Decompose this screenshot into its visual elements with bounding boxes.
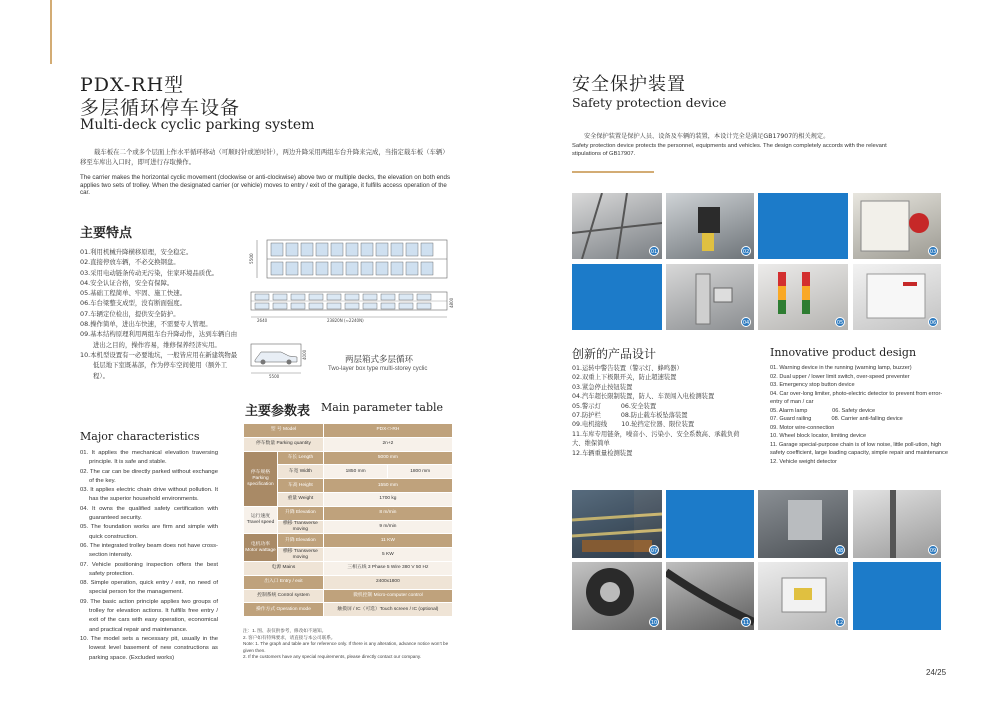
list-item: 11.车库专用链条，噪音小、污染小、安全系数高、承载负荷大、维保简单 <box>572 430 740 448</box>
safety-intro-cn: 安全保护装置是保护人员、设备及车辆的装置，本设计完全是满足GB17907的相关规定。 <box>584 133 830 140</box>
photo-guard-railing <box>572 490 662 558</box>
table-cell: 停车规格 Parking specification <box>244 451 278 506</box>
list-item: 02. Dual upper / lower limit switch, over-speed preventer <box>770 373 910 380</box>
photo-emergency-stop <box>853 193 941 259</box>
page-number: 24/25 <box>926 668 947 677</box>
table-row <box>244 451 453 465</box>
list-item: 07.车辆定位检出，提供安全防护。 <box>80 309 180 318</box>
innovation-heading-cn: 创新的产品设计 <box>572 347 657 361</box>
list-item: 02. The car can be directly parked without exchange of the key. <box>80 468 218 484</box>
param-table-heading-en: Main parameter table <box>321 401 444 414</box>
table-cell: 5 KW <box>323 548 452 562</box>
note-line: Note: 1. The graph and table are for reference only. If there is any alteration, advance notice won’t be given then. <box>243 641 449 653</box>
list-item: 01.利用机械升降横移原理，安全稳定。 <box>80 248 193 256</box>
photo-safety-device <box>853 264 941 330</box>
table-cell: 车宽 Width <box>277 465 323 479</box>
dim-label: 5500 <box>249 253 254 264</box>
elevation-diagram-top <box>247 236 457 284</box>
table-row <box>244 506 453 520</box>
list-item: 08.操作简单，进出车快速，不需要专人管理。 <box>80 320 212 329</box>
list-item: 09.基本结构原理利用两组车台升降动作，达到车辆自由进出之目的，操作容易，维修保养经济实用。 <box>80 330 238 349</box>
table-cell: 停车数量 Parking quantity <box>244 437 324 451</box>
dim-label: 4800 <box>449 297 454 308</box>
table-row <box>244 603 453 617</box>
features-cn-heading: 主要特点 <box>80 226 133 241</box>
table-cell: 2400x1800 <box>323 575 452 589</box>
innovation-list-en <box>770 364 948 466</box>
list-item: 04. It owns the qualified safety certification with guaranteed security. <box>80 505 218 522</box>
major-characteristics-heading: Major characteristics <box>80 430 200 443</box>
blue-block <box>853 562 941 630</box>
photo-number: 11 <box>741 617 751 627</box>
table-cell: 运行速度 Travel speed <box>244 506 278 534</box>
list-item: 02.直接停放车辆，不必交换钢盘。 <box>80 258 180 267</box>
table-cell: 11 KW <box>323 534 452 548</box>
photo-chain <box>666 562 754 630</box>
dim-label: 23820N (≈2240N) <box>327 318 364 323</box>
side-view-diagram <box>247 340 309 380</box>
dim-label: 4000 <box>302 349 307 360</box>
table-cell: 出入口 Entry / exit <box>244 575 324 589</box>
major-characteristics-list <box>80 449 218 663</box>
blue-block <box>758 193 848 259</box>
table-cell: 8 m/min <box>323 506 452 520</box>
table-cell: 横移 Transverse moving <box>277 548 323 562</box>
title-en: Multi-deck cyclic parking system <box>80 117 315 133</box>
list-item: 02.双重上下极限开关，防止超速装置 <box>572 374 677 382</box>
table-cell: 车长 Length <box>277 451 323 465</box>
note-line: 2. If the customers have any special requirements, please directly contact our company. <box>243 654 422 659</box>
intro-en: The carrier makes the horizontal cyclic movement (clockwise or anti-clockwise) above two or multiple decks, the elevation on both ends applies two sets of trolley. When the designated carrier (or vehicle) moves to entry / exit of the garage, it fulfills access operation of the car. <box>80 174 451 197</box>
photo-limit-switch <box>666 193 754 259</box>
photo-number: 09 <box>928 545 938 555</box>
list-item: 12. Vehicle weight detector <box>770 458 837 465</box>
table-row <box>244 589 453 603</box>
table-cell: 升降 Elevation <box>277 534 323 548</box>
list-item: 05. Alarm lamp 06. Safety device <box>770 407 876 414</box>
list-item: 11. Garage special-purpose chain is of low noise, little poll-ution, high safety coefficient, large loading capacity, simple repair and maintenance <box>770 441 948 456</box>
safety-title-en: Safety protection device <box>572 95 727 110</box>
list-item: 07. Vehicle positioning inspection offers the best safety protection. <box>80 561 218 577</box>
photo-number: 07 <box>649 545 659 555</box>
table-cell: 电机功率 Motor wattage <box>244 534 278 562</box>
photo-number: 12 <box>835 617 845 627</box>
photo-number: 04 <box>741 317 751 327</box>
table-cell: PDX-□-RH <box>323 424 452 438</box>
photo-number: 01 <box>649 246 659 256</box>
list-item: 03. Emergency stop button device <box>770 382 855 388</box>
photo-warning-device <box>572 193 662 259</box>
dim-label: 2640 <box>257 318 268 323</box>
table-cell: 横移 Transverse moving <box>277 520 323 534</box>
list-item: 07.防护栏 08.防止载车板坠落装置 <box>572 412 688 420</box>
photo-number: 03 <box>928 246 938 256</box>
innovation-list-cn <box>572 364 747 458</box>
diagram-caption-cn: 两层箱式多层循环 <box>345 355 414 365</box>
list-item: 01.运转中警告装置（警示灯、蜂鸣器） <box>572 365 683 372</box>
elevation-diagram-middle <box>247 288 457 324</box>
list-item: 09. The basic action principle applies two groups of trolley for elevation actions. It fulfills free entry / exit of the cars with easy operation, economical and practical repair and maintenance. <box>80 598 218 633</box>
table-cell: 2n+2 <box>323 437 452 451</box>
list-item: 07. Guard railing 08. Carrier anti-falling device <box>770 416 903 422</box>
list-item: 05. The foundation works are firm and simple with quick construction. <box>80 524 218 540</box>
table-row <box>244 437 453 451</box>
safety-intro-en: Safety protection device protects the personnel, equipments and vehicles. The design completely accords with the relevant stipulations of GB17907. <box>572 143 887 157</box>
gold-rule <box>50 0 52 64</box>
table-cell: 5000 mm <box>323 451 452 465</box>
list-item: 01. Warning device in the running (warning lamp, buzzer) <box>770 365 912 371</box>
dim-label: 5500 <box>269 374 280 379</box>
title-cn: 多层循环停车设备 <box>80 97 241 119</box>
table-cell: 1800 mm <box>388 465 453 479</box>
photo-number: 06 <box>928 317 938 327</box>
blue-block <box>572 264 662 330</box>
table-cell: 操作方式 Operation mode <box>244 603 324 617</box>
table-cell: 9 m/min <box>323 520 452 534</box>
photo-anti-falling <box>758 490 848 558</box>
list-item: 10. The model sets a necessary pit, usually in the lowest level basement of new constructions as parking space. (Excluded works) <box>80 635 218 661</box>
list-item: 10.本机型设置有一必要地坑，一般皆应用在新建筑物最低层地下室既基部，作为停车空间使用（额外工程）。 <box>80 350 238 380</box>
title-model: PDX-RH型 <box>80 74 185 96</box>
list-item: 04. Car over-long limiter, photo-electric detector to prevent from error-entry of man / car <box>770 390 943 405</box>
blue-block <box>666 490 754 558</box>
features-cn-list <box>80 247 242 381</box>
parameter-table <box>243 423 453 617</box>
table-cell: 控制系统 Control system <box>244 589 324 603</box>
photo-wheel-block <box>572 562 662 630</box>
safety-title-cn: 安全保护装置 <box>572 74 686 95</box>
photo-number: 05 <box>835 317 845 327</box>
photo-photo-electric <box>666 264 754 330</box>
note-line: 注：1. 图、表仅供参考，修改如不通知。 <box>243 628 327 633</box>
list-item: 10. Wheel block locator, limiting device <box>770 433 867 439</box>
table-cell: 触摸屏 / IC（可选）Touch screen / IC (optional) <box>323 603 452 617</box>
list-item: 03.采用电动链条传动无污染，住家环境品质优。 <box>80 268 218 277</box>
table-cell: 升降 Elevation <box>277 506 323 520</box>
table-cell: 车高 Height <box>277 479 323 493</box>
photo-alarm-lamp <box>758 264 848 330</box>
table-row <box>244 561 453 575</box>
table-cell: 三相五线 3 Phase 5 Wire 380 V 50 Hz <box>323 561 452 575</box>
note-line: 2. 客户如有特殊要求，请直接与本公司联系。 <box>243 634 336 640</box>
list-item: 01. It applies the mechanical elevation traversing principle. It is safe and stable. <box>80 450 218 466</box>
param-table-heading-cn: 主要参数表 <box>245 404 311 419</box>
table-cell: 型 号 Model <box>244 424 324 438</box>
list-item: 06.车台梁整支成型，没有断面强度。 <box>80 299 187 308</box>
table-cell: 微机控制 Micro-computer control <box>323 589 452 603</box>
photo-motor-wire <box>853 490 941 558</box>
table-cell: 1700 kg <box>323 492 452 506</box>
list-item: 12.车辆重量检测装置 <box>572 449 633 457</box>
list-item: 05.基础工程简单、牢固、施工快速。 <box>80 289 187 298</box>
list-item: 06. The integrated trolley beam does not have cross-section intensity. <box>80 542 218 559</box>
photo-number: 10 <box>649 617 659 627</box>
intro-cn: 载车板在二个或多个层面上作水平循环移动（可顺时针或逆时针），两边升降采用两组车台升降来完成，当指定载车板（车辆）移至车库出入口时，即可进行存取操作。 <box>80 148 449 166</box>
diagram-caption-en: Two-layer box type multi-storey cyclic <box>328 366 428 372</box>
photo-number: 08 <box>835 545 845 555</box>
photo-number: 02 <box>741 246 751 256</box>
table-row <box>244 424 453 438</box>
list-item: 03. It applies electric chain drive without pollution. It has the superior household environments. <box>80 487 218 503</box>
list-item: 03.紧急停止按钮装置 <box>572 383 633 391</box>
list-item: 04.汽车超长限制装置，防人、车误闯入电检测装置 <box>572 393 715 401</box>
list-item: 04.安全认证合格，安全有保障。 <box>80 278 174 287</box>
table-notes <box>243 628 455 661</box>
table-row <box>244 534 453 548</box>
list-item: 09.电机接线 10.轮挡定位器、限位装置 <box>572 421 695 429</box>
table-cell: 电源 Mains <box>244 561 324 575</box>
list-item: 09. Motor wire-connection <box>770 424 835 431</box>
photo-weight-detector <box>758 562 848 630</box>
table-cell: 1550 mm <box>323 479 452 493</box>
innovation-heading-en: Innovative product design <box>770 346 917 359</box>
list-item: 08. Simple operation, quick entry / exit, no need of special person for the management. <box>80 580 218 596</box>
table-row <box>244 575 453 589</box>
table-cell: 重量 Weight <box>277 492 323 506</box>
gold-rule <box>572 171 654 173</box>
list-item: 05.警示灯 06.安全装置 <box>572 402 657 410</box>
table-cell: 1850 mm <box>323 465 388 479</box>
